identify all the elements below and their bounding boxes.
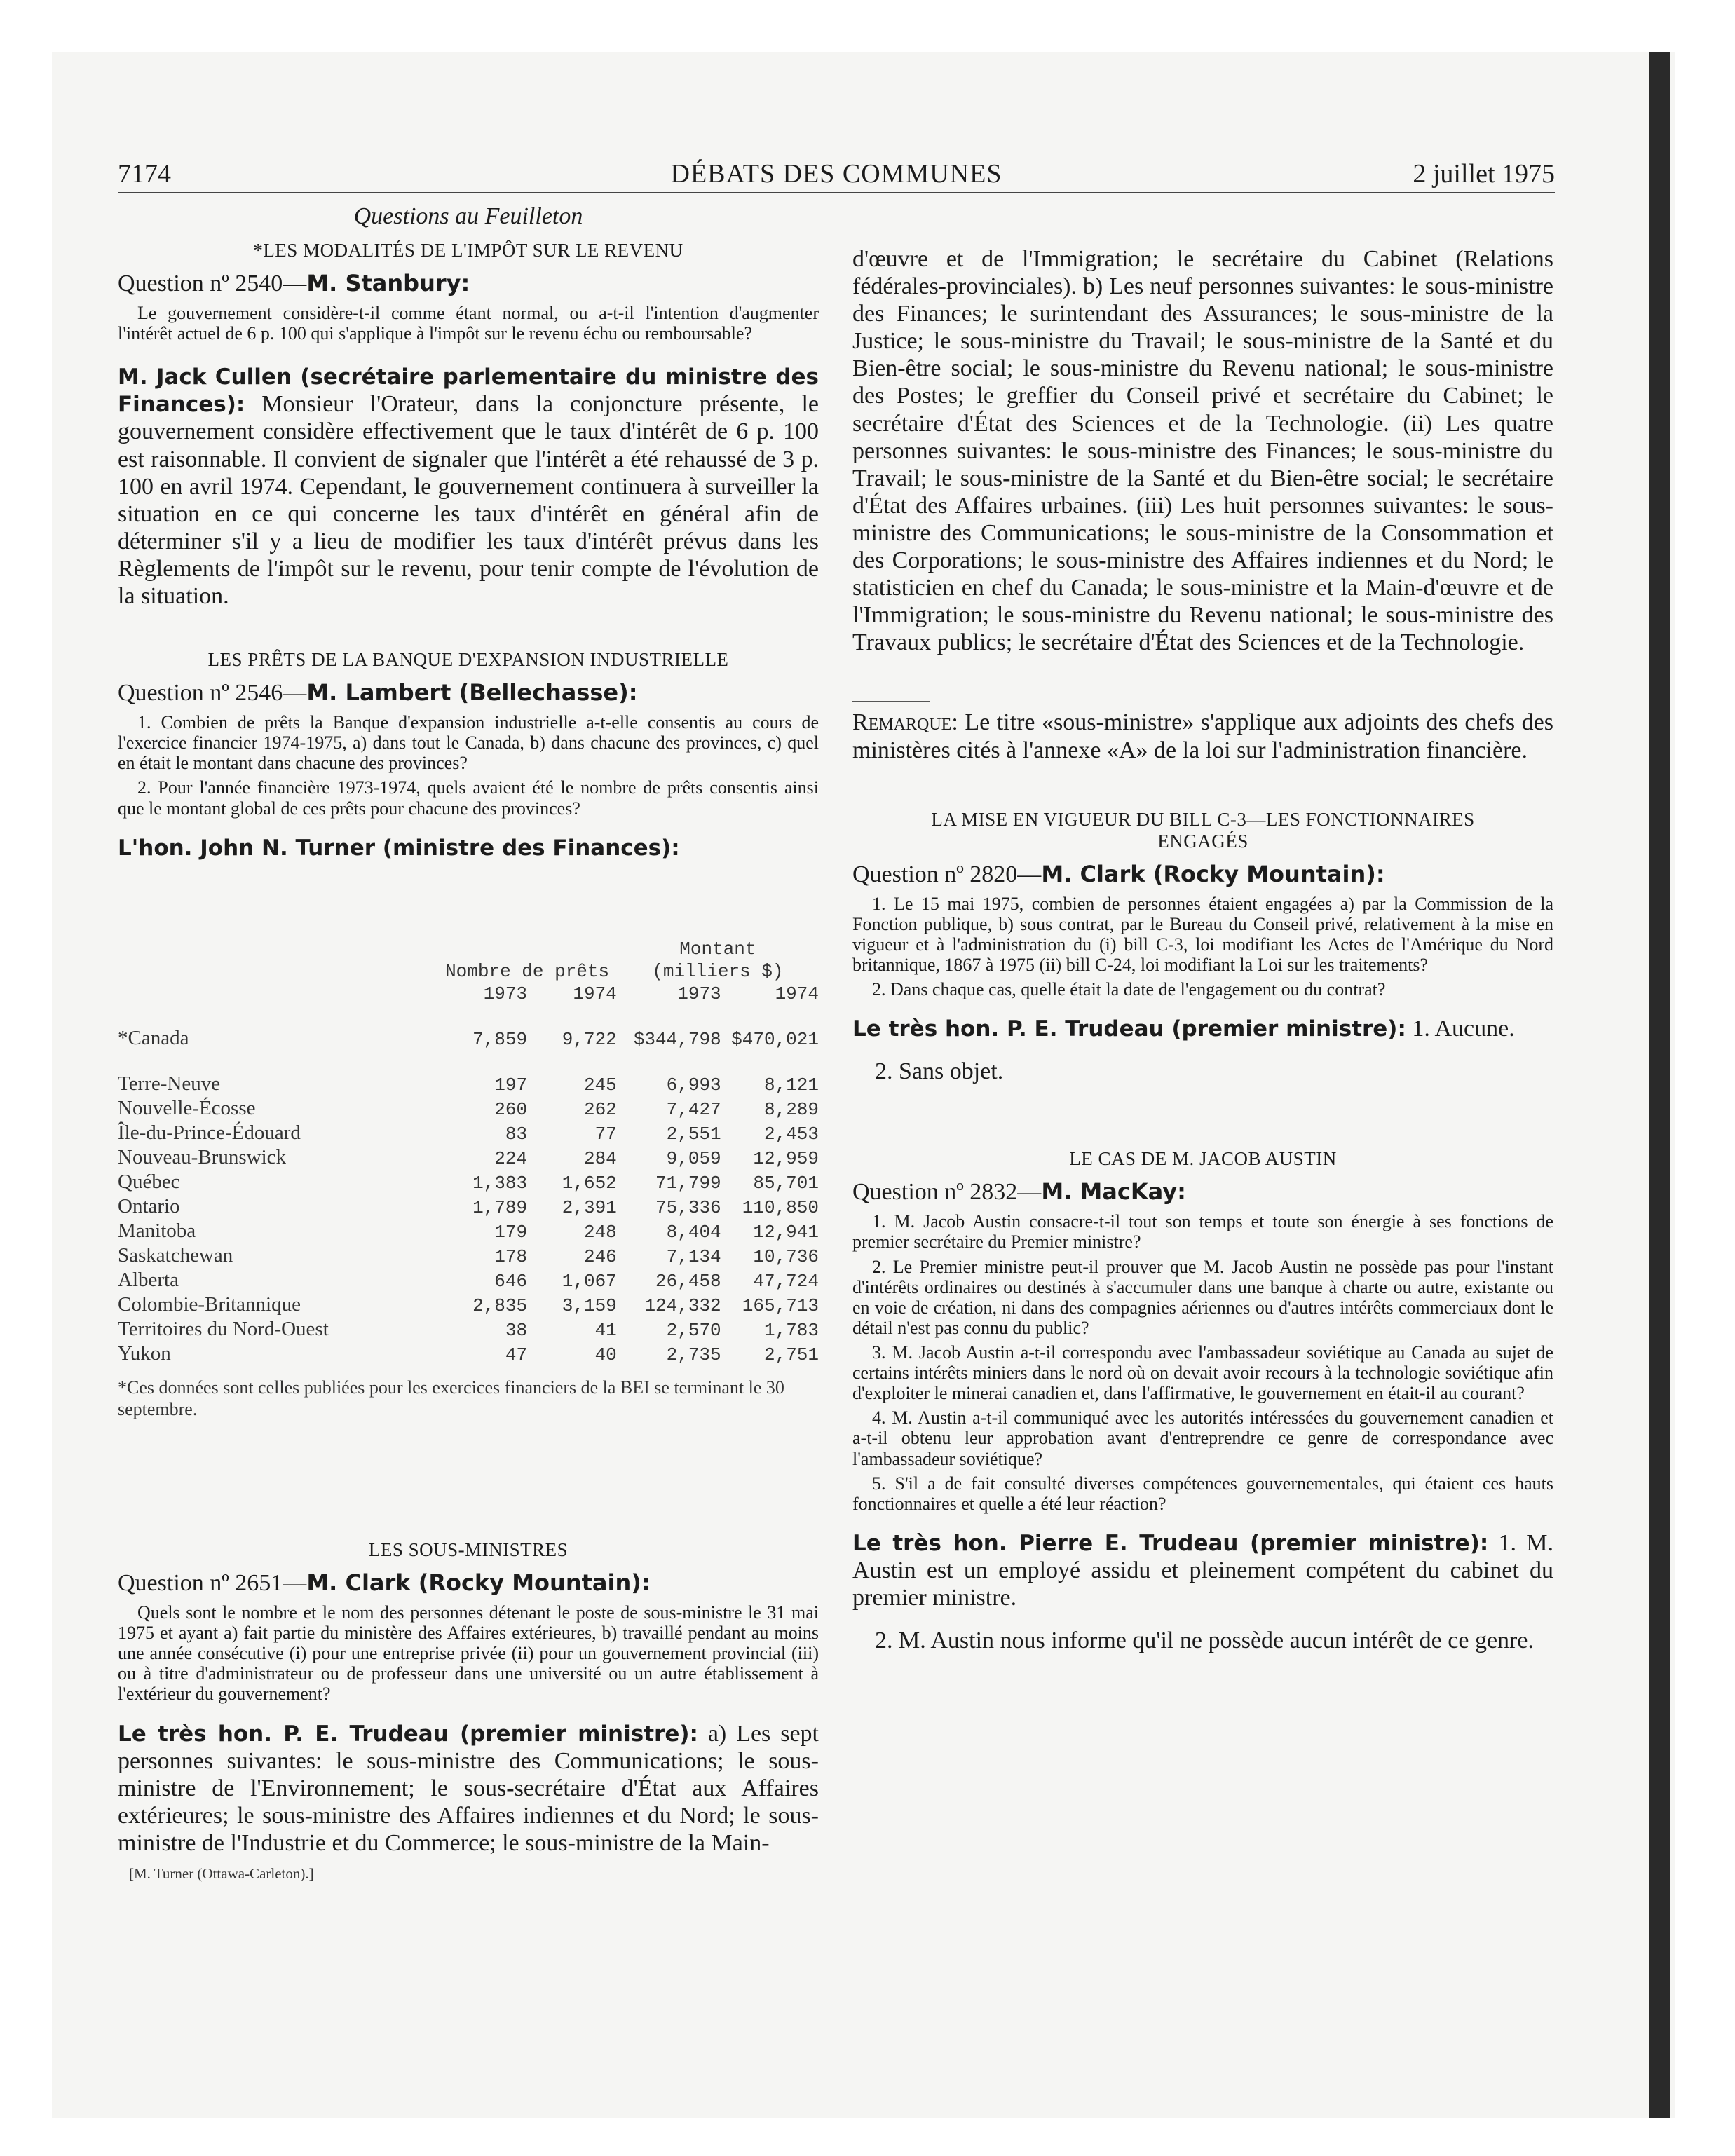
q2540-line: Question nº 2540—M. Stanbury: [118,270,470,296]
cell: 6,993 [666,1074,721,1096]
cell: 38 [505,1319,528,1341]
q2546-part2: 2. Pour l'année financière 1973-1974, quels avaient été le nombre de prêts consentis ainsi que le montant global de ces prêts pour chacune des provinces? [118,777,819,819]
q2832-line: Question nº 2832—M. MacKay: [852,1178,1186,1206]
cell: 2,835 [472,1295,528,1316]
cell: 284 [583,1147,617,1169]
province-name: Yukon [118,1342,171,1365]
province-name: Île-du-Prince-Édouard [118,1121,301,1144]
cell: 165,713 [742,1295,819,1316]
cell: 1,383 [472,1172,528,1194]
left-column [118,203,819,1883]
cell: 7,134 [666,1246,721,1267]
cell: 178 [494,1246,528,1267]
province-name: Québec [118,1170,180,1193]
table-row [118,1072,819,1096]
q2820-heading: LA MISE EN VIGUEUR DU BILL C-3—LES FONCTIONNAIRES ENGAGÉS [931,808,1475,852]
province-name: *Canada [118,1026,189,1049]
cell: 245 [583,1074,617,1096]
cell: 85,701 [753,1172,819,1194]
remark: Remarque: Le titre «sous-ministre» s'applique aux adjoints des chefs des ministères cités à l'annexe «A» de la loi sur l'administration financière. [852,709,1553,763]
province-name: Nouvelle-Écosse [118,1096,256,1119]
cell: 179 [494,1221,528,1243]
loans-table-group-head [118,938,819,960]
cell: 7,859 [472,1028,528,1050]
q2546-line: Question nº 2546—M. Lambert (Bellechasse): [118,679,638,707]
year-header: 1974 [775,983,819,1004]
table-row [118,1317,819,1342]
cell: $344,798 [633,1028,721,1050]
count-header: Nombre de prêts [445,960,610,982]
cell: 47,724 [753,1270,819,1292]
loans-table [118,938,819,1366]
scan-edge [1649,52,1670,2118]
year-header: 1973 [483,983,528,1004]
province-name: Ontario [118,1194,180,1217]
cell: 9,059 [666,1147,721,1169]
cell: 7,427 [666,1098,721,1120]
table-row [118,1096,819,1121]
loans-table-group-head-2 [118,960,819,983]
cell: 2,751 [763,1344,819,1365]
cell: 12,941 [753,1221,819,1243]
amount-header: Montant [679,938,756,960]
cell: 2,391 [562,1196,617,1218]
cell: 260 [494,1098,528,1120]
province-name: Alberta [118,1268,179,1291]
table-row [118,1145,819,1170]
q2540-text: Le gouvernement considère-t-il comme étant normal, ou a-t-il l'intention d'augmenter l'intérêt actuel de 6 p. 100 qui s'applique à l'impôt sur le revenu échu ou remboursable? [118,303,819,344]
q2651-answer: Le très hon. P. E. Trudeau (premier ministre): a) Les sept personnes suivantes: le sous-ministre des Communications; le sous-ministre de l'Environnement; le sous-secrétaire d'État aux Affaires extérieures; le sous-ministre des Affaires indiennes et du Nord; le sous-ministre de l'Industrie et du Commerce; le sous-ministre de la Main- [118,1720,819,1856]
cell: 224 [494,1147,528,1169]
cell: 8,289 [763,1098,819,1120]
q2832-part2: 2. Le Premier ministre peut-il prouver que M. Jacob Austin ne possède pas pour l'instant d'intérêts ordinaires ou destinés à s'accumuler dans une banque à charte ou autre, existante ou en voie de création, ni dans des compagnies aériennes ou d'autres intérêts commerciaux dont le détail n'est pas connu du public? [852,1256,1553,1338]
cell: 8,404 [666,1221,721,1243]
cell: $470,021 [731,1028,819,1050]
cell: 3,159 [562,1295,617,1316]
cell: 124,332 [644,1295,721,1316]
loans-table-years [118,983,819,1005]
cell: 197 [494,1074,528,1096]
cell: 646 [494,1270,528,1292]
cell: 71,799 [655,1172,721,1194]
year-header: 1973 [677,983,721,1004]
cell: 9,722 [562,1028,617,1050]
q2820-part1: 1. Le 15 mai 1975, combien de personnes étaient engagées a) par la Commission de la Fonction publique, b) sous contrat, par le Bureau du Conseil privé, relativement à la mise en vigueur et à l'administration du (i) bill C-3, loi modifiant les Actes de l'Amérique du Nord britannique, 1867 à 1975 (ii) bill C-24, loi modifiant la Loi sur les traitements? [852,893,1553,975]
cell: 2,551 [666,1123,721,1145]
province-name: Terre-Neuve [118,1072,221,1095]
cell: 262 [583,1098,617,1120]
province-name: Saskatchewan [118,1243,233,1267]
q2546-heading: LES PRÊTS DE LA BANQUE D'EXPANSION INDUSTRIELLE [207,649,729,671]
q2820-answer: Le très hon. P. E. Trudeau (premier ministre): 1. Aucune. [852,1016,1515,1042]
province-name: Nouveau-Brunswick [118,1145,287,1168]
header-rule [118,192,1555,193]
cell: 41 [594,1319,617,1341]
q2546-part1: 1. Combien de prêts la Banque d'expansion industrielle a-t-elle consentis au cours de l'exercice financier 1974-1975, a) dans tout le Canada, b) dans chacune des provinces, c) quel en était le montant dans chacune des provinces? [118,712,819,774]
page-date: 2 juillet 1975 [1413,159,1555,189]
q2540-answer: M. Jack Cullen (secrétaire parlementaire du ministre des Finances): Monsieur l'Orateur, dans la conjoncture présente, le gouvernement considère effectivement que le taux d'intérêt de 6 p. 100 est raisonnable. Il convient de signaler que l'intérêt a été rehaussé de 3 p. 100 en avril 1974. Cependant, le gouvernement continuera à surveiller la situation en ce qui concerne les taux d'intérêt en général afin de déterminer s'il y a lieu de modifier les taux d'intérêt prévus dans les Règlements de l'impôt sur le revenu, pour tenir compte de l'évolution de la situation. [118,364,819,609]
q2832-answer: Le très hon. Pierre E. Trudeau (premier ministre): 1. M. Austin est un employé assidu et pleinement compétent du cabinet du premier ministre. [852,1529,1554,1611]
cell: 1,789 [472,1196,528,1218]
q2832-heading: LE CAS DE M. JACOB AUSTIN [1069,1148,1337,1170]
year-header: 1974 [573,983,617,1004]
cell: 40 [594,1344,617,1365]
q2832-part4: 4. M. Austin a-t-il communiqué avec les autorités intéressées du gouvernement canadien et a-t-il obtenu leur approbation avant d'entreprendre ce genre de correspondance avec l'ambassadeur soviétique? [852,1407,1553,1469]
page-number: 7174 [118,159,171,189]
cell: 47 [505,1344,528,1365]
cell: 12,959 [753,1147,819,1169]
q2832-part5: 5. S'il a de fait consulté diverses compétences gouvernementales, qui étaient ces hauts fonctionnaires et quelle a été leur réaction? [852,1473,1553,1514]
right-column [852,245,1553,1654]
table-footnote: *Ces données sont celles publiées pour les exercices financiers de la BEI se terminant le 30 septembre. [118,1377,784,1419]
province-name: Territoires du Nord-Ouest [118,1317,329,1340]
q2651-answer-continued: d'œuvre et de l'Immigration; le secrétaire du Cabinet (Relations fédérales-provinciales). b) Les neuf personnes suivantes: le sous-ministre des Finances; le surintendant des Assurances; le sous-ministre de la Justice; le sous-ministre du Travail; le sous-ministre de la Santé et du Bien-être social; le sous-ministre du Revenu national; le sous-ministre des Postes; le greffier du Conseil privé et secrétaire du Cabinet; le secrétaire d'État des Sciences et de la Technologie. (ii) Les quatre personnes suivantes: le sous-ministre des Finances; le sous-ministre du Travail; le sous-ministre de la Santé et du Bien-être social; le secrétaire d'État des Affaires urbaines. (iii) Les huit personnes suivantes: le sous-ministre des Communications; le sous-ministre de la Consommation et des Corporations; le sous-ministre des Affaires indiennes et du Nord; le statisticien en chef du Canada; le sous-ministre et la Main-d'œuvre et de l'Immigration; le sous-ministre du Revenu national; le sous-ministre des Travaux publics; le secrétaire d'État des Sciences et de la Technologie. [852,246,1553,656]
q2651-line: Question nº 2651—M. Clark (Rocky Mountain): [118,1569,651,1596]
remark-rule [852,701,930,702]
cell: 2,453 [763,1123,819,1145]
cell: 83 [505,1123,528,1145]
cell: 77 [594,1123,617,1145]
cell: 248 [583,1221,617,1243]
table-row [118,1243,819,1268]
table-row [118,1342,819,1366]
cell: 1,067 [562,1270,617,1292]
cell: 1,783 [763,1319,819,1341]
q2820-answer-2: 2. Sans objet. [875,1058,1004,1085]
cell: 8,121 [763,1074,819,1096]
amount-unit: (milliers $) [652,960,784,982]
cell: 2,570 [666,1319,721,1341]
table-row [118,1194,819,1219]
q2651-heading: LES SOUS-MINISTRES [368,1538,569,1560]
province-name: Manitoba [118,1219,196,1242]
cell: 10,736 [753,1246,819,1267]
page-header [118,158,1555,189]
speaker-credit: [M. Turner (Ottawa-Carleton).] [129,1865,314,1882]
q2546-answer-speaker: L'hon. John N. Turner (ministre des Finances): [118,835,680,861]
page-title: DÉBATS DES COMMUNES [670,159,1002,189]
table-row [118,1219,819,1243]
table-row [118,1121,819,1145]
province-name: Colombie-Britannique [118,1292,301,1316]
q2820-line: Question nº 2820—M. Clark (Rocky Mountain): [852,860,1385,887]
cell: 26,458 [655,1270,721,1292]
q2540-heading: *LES MODALITÉS DE L'IMPÔT SUR LE REVENU [253,240,683,261]
section-title: Questions au Feuilleton [353,203,583,229]
q2832-part3: 3. M. Jacob Austin a-t-il correspondu avec l'ambassadeur soviétique au Canada au sujet de certains intérêts miniers dans le nord où on devait avoir recours à la technologie soviétique afin d'exploiter le minerai canadien et, dans l'affirmative, le gouvernement en était-il au courant? [852,1342,1553,1404]
table-row [118,1292,819,1317]
cell: 110,850 [742,1196,819,1218]
cell: 2,735 [666,1344,721,1365]
table-row [118,1268,819,1292]
q2820-part2: 2. Dans chaque cas, quelle était la date de l'engagement ou du contrat? [872,979,1386,1000]
table-row [118,1170,819,1194]
cell: 246 [583,1246,617,1267]
cell: 1,652 [562,1172,617,1194]
q2651-text: Quels sont le nombre et le nom des personnes détenant le poste de sous-ministre le 31 mai 1975 et ayant a) fait partie du ministère des Affaires extérieures, b) travaillé pendant au moins une année consécutive (i) pour une entreprise privée (ii) pour un gouvernement provincial (iii) ou à titre d'administrateur ou de professeur dans une université ou un autre établissement à l'extérieur du gouvernement? [118,1602,819,1705]
province-rows [118,1072,819,1366]
q2832-answer-2: 2. M. Austin nous informe qu'il ne possède aucun intérêt de ce genre. [875,1628,1534,1654]
table-row-canada [118,1026,819,1051]
q2832-part1: 1. M. Jacob Austin consacre-t-il tout son temps et toute son énergie à ses fonctions de premier secrétaire du Premier ministre? [852,1211,1553,1253]
cell: 75,336 [655,1196,721,1218]
